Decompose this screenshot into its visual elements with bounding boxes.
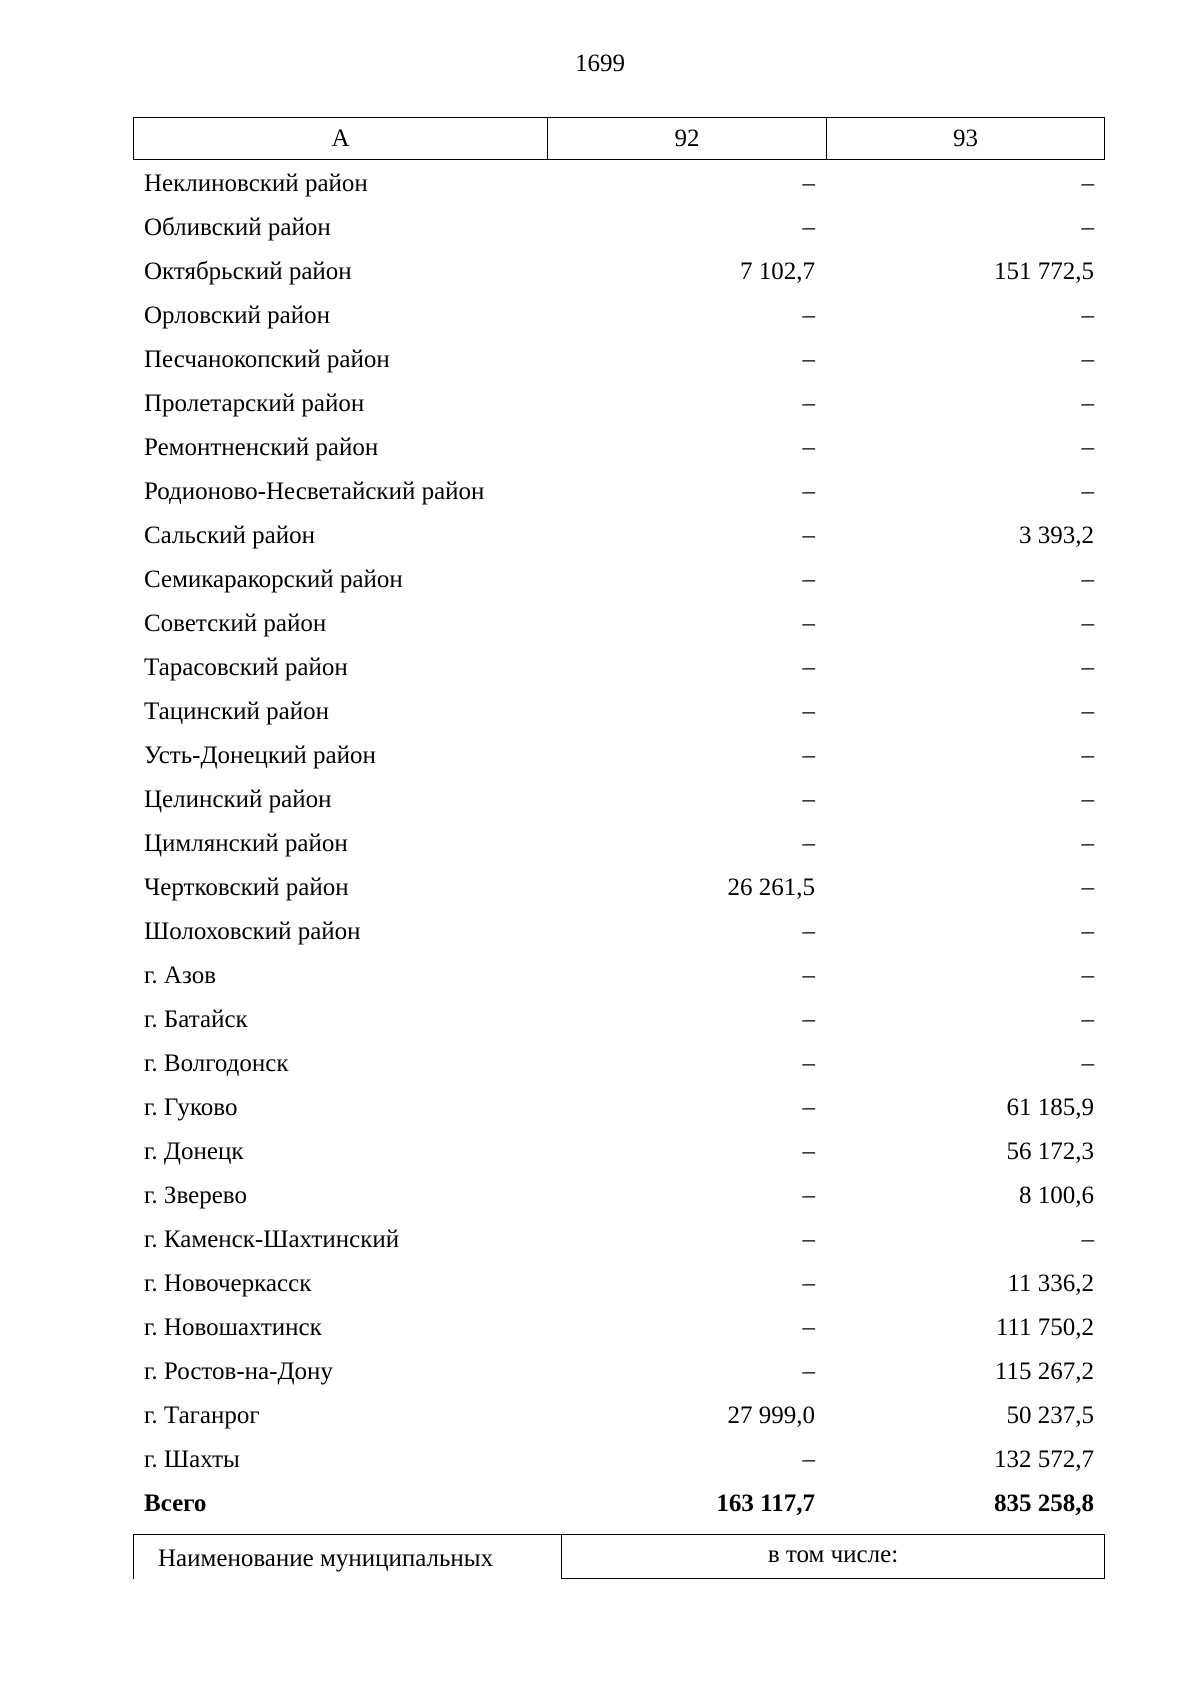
table-row <box>133 206 1105 250</box>
row-value-93: – <box>1081 434 1094 461</box>
row-municipality-name: г. Ростов-на-Дону <box>144 1358 333 1385</box>
row-value-93: 61 185,9 <box>1006 1094 1094 1121</box>
table-row <box>133 162 1105 206</box>
row-municipality-name: Чертковский район <box>144 874 349 901</box>
row-value-93: 8 100,6 <box>1019 1182 1094 1209</box>
row-value-92: 26 261,5 <box>727 874 815 901</box>
table-header <box>133 117 1105 160</box>
row-value-93: – <box>1081 830 1094 857</box>
header-cell-93: 93 <box>953 124 978 152</box>
row-municipality-name: Песчанокопский район <box>144 346 390 373</box>
row-value-93: – <box>1081 302 1094 329</box>
row-value-93: – <box>1081 654 1094 681</box>
row-municipality-name: Тацинский район <box>144 698 329 725</box>
row-value-92: – <box>802 346 815 373</box>
row-value-92: 7 102,7 <box>740 258 815 285</box>
table-row <box>133 558 1105 602</box>
table-row <box>133 470 1105 514</box>
row-value-93: 115 267,2 <box>994 1358 1094 1385</box>
row-municipality-name: г. Новочеркасск <box>144 1270 312 1297</box>
row-value-92: – <box>802 1050 815 1077</box>
row-value-92: – <box>802 434 815 461</box>
table-row <box>133 778 1105 822</box>
row-value-92: – <box>802 1446 815 1473</box>
row-municipality-name: Семикаракорский район <box>144 566 403 593</box>
row-municipality-name: Шолоховский район <box>144 918 361 945</box>
row-value-93: – <box>1081 1226 1094 1253</box>
table-row <box>133 954 1105 998</box>
row-municipality-name: Советский район <box>144 610 327 637</box>
table-row <box>133 646 1105 690</box>
footer-cell-municipal-names: Наименование муниципальных <box>133 1534 561 1579</box>
table-row <box>133 602 1105 646</box>
table-row <box>133 1394 1105 1438</box>
row-municipality-name: г. Батайск <box>144 1006 248 1033</box>
row-value-92: – <box>802 390 815 417</box>
row-value-93: – <box>1081 786 1094 813</box>
row-value-93: – <box>1081 610 1094 637</box>
row-value-93: – <box>1081 170 1094 197</box>
table-row <box>133 426 1105 470</box>
table-row <box>133 1262 1105 1306</box>
row-value-92: – <box>802 830 815 857</box>
table-row <box>133 1042 1105 1086</box>
row-value-93: – <box>1081 742 1094 769</box>
table-row <box>133 514 1105 558</box>
row-value-93: – <box>1081 478 1094 505</box>
row-value-93: – <box>1081 874 1094 901</box>
row-value-92: – <box>802 1006 815 1033</box>
row-value-93: 151 772,5 <box>994 258 1094 285</box>
row-value-92: – <box>802 742 815 769</box>
table-row <box>133 250 1105 294</box>
row-value-92: – <box>802 698 815 725</box>
row-value-92: – <box>802 1270 815 1297</box>
row-municipality-name: г. Донецк <box>144 1138 244 1165</box>
row-value-93: – <box>1081 962 1094 989</box>
row-value-92: – <box>802 566 815 593</box>
row-value-92: – <box>802 522 815 549</box>
row-value-92: – <box>802 610 815 637</box>
table-row <box>133 1306 1105 1350</box>
row-municipality-name: Целинский район <box>144 786 332 813</box>
row-municipality-name: Пролетарский район <box>144 390 365 417</box>
row-value-93: – <box>1081 566 1094 593</box>
row-value-92: – <box>802 1182 815 1209</box>
row-value-93: 111 750,2 <box>995 1314 1094 1341</box>
row-municipality-name: Орловский район <box>144 302 330 329</box>
row-value-92: – <box>802 478 815 505</box>
footer-cell-including: в том числе: <box>561 1534 1105 1579</box>
row-municipality-name: г. Гуково <box>144 1094 238 1121</box>
row-value-92: – <box>802 1314 815 1341</box>
total-value-92: 163 117,7 <box>716 1490 815 1517</box>
table-row <box>133 294 1105 338</box>
row-municipality-name: Усть-Донецкий район <box>144 742 376 769</box>
row-value-92: – <box>802 1138 815 1165</box>
row-municipality-name: г. Волгодонск <box>144 1050 289 1077</box>
row-value-93: 11 336,2 <box>1007 1270 1094 1297</box>
row-value-92: – <box>802 1094 815 1121</box>
table-row <box>133 822 1105 866</box>
table-row <box>133 1438 1105 1482</box>
row-value-93: – <box>1081 390 1094 417</box>
row-value-92: 27 999,0 <box>727 1402 815 1429</box>
row-municipality-name: Октябрьский район <box>144 258 352 285</box>
row-value-92: – <box>802 918 815 945</box>
row-municipality-name: Неклиновский район <box>144 170 368 197</box>
row-value-92: – <box>802 214 815 241</box>
row-value-92: – <box>802 1226 815 1253</box>
row-municipality-name: Родионово-Несветайский район <box>144 478 485 505</box>
header-cell-a: А <box>134 118 548 159</box>
table-row-total <box>133 1482 1105 1526</box>
row-municipality-name: Сальский район <box>144 522 315 549</box>
table-row <box>133 338 1105 382</box>
row-municipality-name: Обливский район <box>144 214 331 241</box>
row-value-93: – <box>1081 698 1094 725</box>
row-municipality-name: г. Каменск-Шахтинский <box>144 1226 400 1253</box>
table-row <box>133 1086 1105 1130</box>
table-row <box>133 910 1105 954</box>
row-value-92: – <box>802 170 815 197</box>
row-municipality-name: г. Азов <box>144 962 217 989</box>
header-cell-92: 92 <box>548 118 827 159</box>
row-value-93: – <box>1081 1006 1094 1033</box>
row-municipality-name: г. Новошахтинск <box>144 1314 322 1341</box>
row-value-92: – <box>802 786 815 813</box>
table-row <box>133 690 1105 734</box>
next-table-header <box>133 1534 1105 1579</box>
row-value-93: – <box>1081 1050 1094 1077</box>
table-row <box>133 1218 1105 1262</box>
table-row <box>133 1350 1105 1394</box>
table-row <box>133 1174 1105 1218</box>
row-value-93: 50 237,5 <box>1006 1402 1094 1429</box>
row-municipality-name: Цимлянский район <box>144 830 348 857</box>
row-value-93: – <box>1081 214 1094 241</box>
row-value-92: – <box>802 302 815 329</box>
row-municipality-name: Ремонтненский район <box>144 434 379 461</box>
row-value-92: – <box>802 1358 815 1385</box>
page-number: 1699 <box>575 50 625 77</box>
table-row <box>133 998 1105 1042</box>
total-value-93: 835 258,8 <box>994 1490 1094 1517</box>
row-value-93: 3 393,2 <box>1019 522 1094 549</box>
table-body <box>133 162 1105 1526</box>
row-municipality-name: Тарасовский район <box>144 654 348 681</box>
table-row <box>133 382 1105 426</box>
row-value-93: 56 172,3 <box>1006 1138 1094 1165</box>
table-row <box>133 1130 1105 1174</box>
row-municipality-name: г. Зверево <box>144 1182 247 1209</box>
table-row <box>133 866 1105 910</box>
row-value-93: – <box>1081 346 1094 373</box>
row-value-92: – <box>802 962 815 989</box>
row-value-92: – <box>802 654 815 681</box>
table-row <box>133 734 1105 778</box>
row-value-93: 132 572,7 <box>994 1446 1094 1473</box>
row-municipality-name: г. Таганрог <box>144 1402 260 1429</box>
row-municipality-name: г. Шахты <box>144 1446 240 1473</box>
total-label: Всего <box>144 1490 207 1517</box>
row-value-93: – <box>1081 918 1094 945</box>
